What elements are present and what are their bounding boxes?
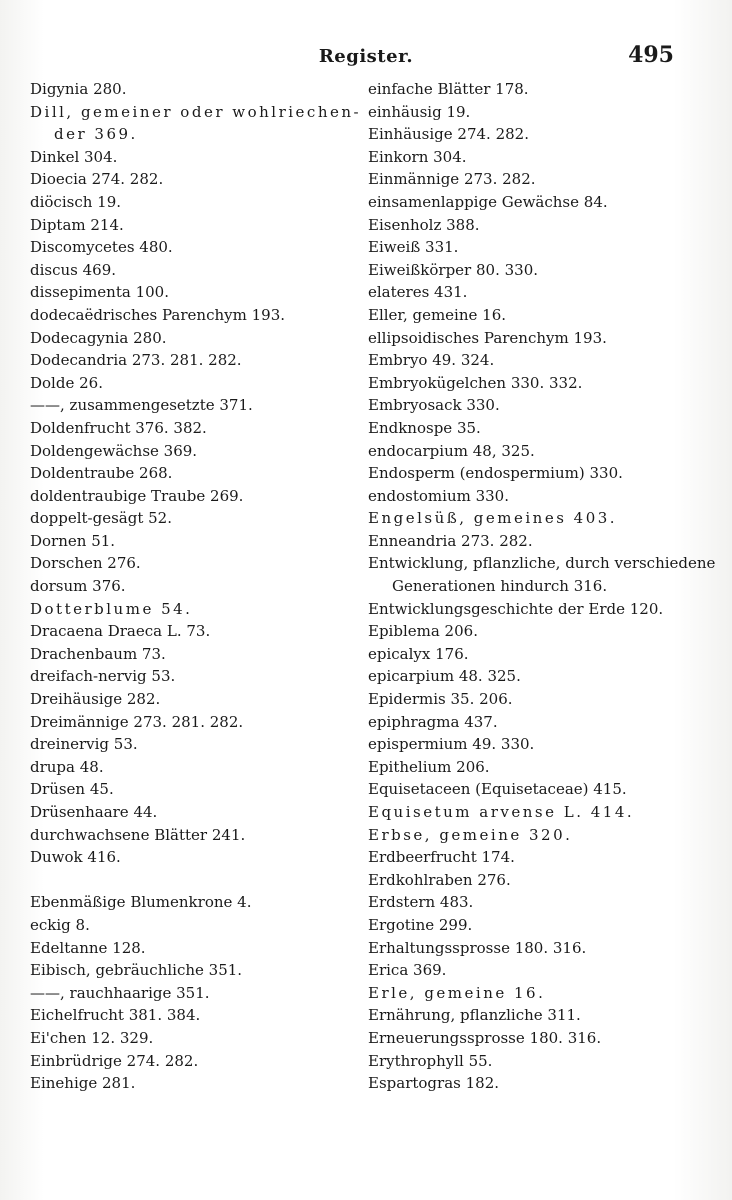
index-entry: Entwicklung, pflanzliche, durch verschiedene xyxy=(368,554,716,573)
index-entry: einfache Blätter 178. xyxy=(368,80,529,98)
index-entry: Erythrophyll 55. xyxy=(368,1051,493,1070)
index-entry: doppelt-gesägt 52. xyxy=(30,509,172,528)
index-entry: Edeltanne 128. xyxy=(30,938,146,957)
index-entry: Einmännige 273. 282. xyxy=(368,170,536,189)
index-entry: Erdbeerfrucht 174. xyxy=(368,848,515,867)
index-entry: epispermium 49. 330. xyxy=(368,735,535,754)
index-entry: eckig 8. xyxy=(30,915,90,934)
index-entry: Dioecia 274. 282. xyxy=(30,170,164,189)
index-column-right xyxy=(368,78,716,1095)
index-entry: einhäusig 19. xyxy=(368,102,471,121)
index-entry: durchwachsene Blätter 241. xyxy=(30,825,246,844)
index-entry: Entwicklungsgeschichte der Erde 120. xyxy=(368,599,664,618)
index-entry: Dolde 26. xyxy=(30,373,103,392)
index-entry: Einkorn 304. xyxy=(368,147,467,166)
index-entry: Digynia 280. xyxy=(30,80,127,98)
index-entry: Eiweißkörper 80. 330. xyxy=(368,260,539,279)
index-entry: dorsum 376. xyxy=(30,577,126,596)
index-entry: Dill, gemeiner oder wohlriechen- xyxy=(30,102,362,121)
index-entry: Einbrüdrige 274. 282. xyxy=(30,1051,199,1070)
index-entry: epiphragma 437. xyxy=(368,712,498,731)
index-entry: elateres 431. xyxy=(368,283,468,302)
index-entry: ——, zusammengesetzte 371. xyxy=(30,396,253,415)
index-entry: Endknospe 35. xyxy=(368,418,481,437)
index-entry: Embryo 49. 324. xyxy=(368,351,495,370)
index-entry: Dodecandria 273. 281. 282. xyxy=(30,351,242,370)
index-entry: Engelsüß, gemeines 403. xyxy=(368,509,618,528)
index-entry: Eibisch, gebräuchliche 351. xyxy=(30,961,243,980)
index-entry: einsamenlappige Gewächse 84. xyxy=(368,192,608,211)
index-entry: ellipsoidisches Parenchym 193. xyxy=(368,328,607,347)
index-entry: epicarpium 48. 325. xyxy=(368,667,521,686)
index-entry: drupa 48. xyxy=(30,757,104,776)
index-entry: Eiweiß 331. xyxy=(368,238,459,257)
index-entry: Dracaena Draeca L. 73. xyxy=(30,622,211,641)
index-entry: Erica 369. xyxy=(368,961,447,980)
index-entry: Dotterblume 54. xyxy=(30,599,193,618)
index-entry: Drüsen 45. xyxy=(30,780,114,799)
index-entry: Drachenbaum 73. xyxy=(30,644,166,663)
index-entry: dreinervig 53. xyxy=(30,735,138,754)
index-entry: Ei'chen 12. 329. xyxy=(30,1028,154,1047)
index-entry: Equisetum arvense L. 414. xyxy=(368,803,635,821)
index-entry: Ebenmäßige Blumenkrone 4. xyxy=(30,893,252,912)
index-entry: Einehige 281. xyxy=(30,1074,136,1093)
running-header: Register. xyxy=(318,46,414,67)
index-entry: ——, rauchhaarige 351. xyxy=(30,983,210,1002)
index-entry: epicalyx 176. xyxy=(368,644,469,663)
index-entry: Diptam 214. xyxy=(30,215,124,234)
index-entry: dissepimenta 100. xyxy=(30,283,169,302)
index-entry: Embryokügelchen 330. 332. xyxy=(368,373,583,392)
index-column-left xyxy=(30,78,360,1095)
index-entry: Erneuerungssprosse 180. 316. xyxy=(368,1028,602,1047)
index-entry: Doldentraube 268. xyxy=(30,464,173,483)
index-entry: Eichelfrucht 381. 384. xyxy=(30,1006,201,1025)
index-entry: Erbse, gemeine 320. xyxy=(368,825,573,844)
index-entry: Epiblema 206. xyxy=(368,622,478,641)
index-entry: Doldengewächse 369. xyxy=(30,441,198,460)
index-entry: Enneandria 273. 282. xyxy=(368,531,533,550)
index-entry: Embryosack 330. xyxy=(368,396,500,415)
index-entry: Dinkel 304. xyxy=(30,147,118,166)
index-entry: Duwok 416. xyxy=(30,848,121,867)
index-entry: dodecaëdrisches Parenchym 193. xyxy=(30,305,285,324)
index-entry: doldentraubige Traube 269. xyxy=(30,486,244,505)
index-entry: Generationen hindurch 316. xyxy=(392,577,608,596)
index-entry: Erle, gemeine 16. xyxy=(368,983,546,1002)
index-entry: Erdkohlraben 276. xyxy=(368,870,511,889)
index-entry: Ergotine 299. xyxy=(368,915,473,934)
index-entry: Dorschen 276. xyxy=(30,554,141,573)
index-entry: diöcisch 19. xyxy=(30,192,122,211)
index-entry: endostomium 330. xyxy=(368,486,509,505)
index-entry: Dreimännige 273. 281. 282. xyxy=(30,712,244,731)
index-entry: Epithelium 206. xyxy=(368,757,490,776)
index-entry: Epidermis 35. 206. xyxy=(368,690,513,709)
index-entry: Erhaltungssprosse 180. 316. xyxy=(368,938,587,957)
index-entry: Dodecagynia 280. xyxy=(30,328,167,347)
index-entry: discus 469. xyxy=(30,260,117,279)
index-entry: dreifach-nervig 53. xyxy=(30,667,176,686)
index-entry: Ernährung, pflanzliche 311. xyxy=(368,1006,581,1025)
index-entry: Discomycetes 480. xyxy=(30,238,173,257)
index-entry: Equisetaceen (Equisetaceae) 415. xyxy=(368,780,627,799)
index-entry: Eisenholz 388. xyxy=(368,215,480,234)
index-entry: Dornen 51. xyxy=(30,531,116,550)
section-gap xyxy=(30,869,360,892)
index-entry: der 369. xyxy=(54,125,138,144)
index-entry: Doldenfrucht 376. 382. xyxy=(30,418,207,437)
index-entry: Dreihäusige 282. xyxy=(30,690,161,709)
index-entry: Erdstern 483. xyxy=(368,893,474,912)
page-number: 495 xyxy=(628,42,674,68)
index-entry: Einhäusige 274. 282. xyxy=(368,125,529,144)
index-entry: Eller, gemeine 16. xyxy=(368,305,507,324)
index-entry: Endosperm (endospermium) 330. xyxy=(368,464,623,483)
index-entry: Drüsenhaare 44. xyxy=(30,803,158,821)
index-entry: Espartogras 182. xyxy=(368,1074,500,1093)
index-entry: endocarpium 48, 325. xyxy=(368,441,535,460)
